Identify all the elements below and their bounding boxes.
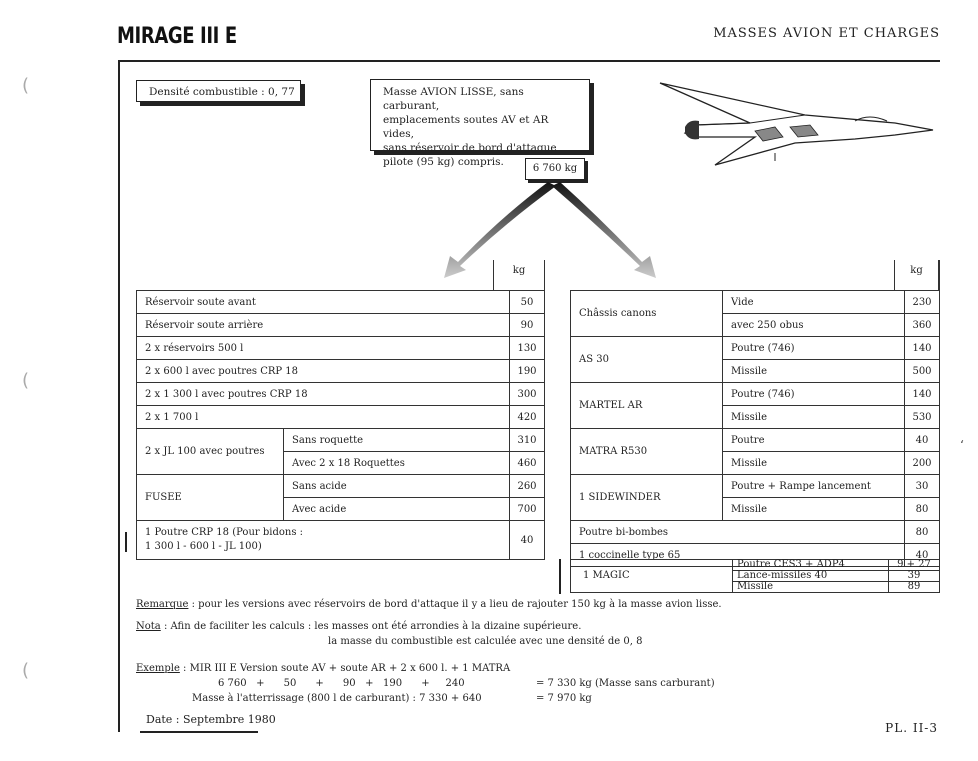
- poutre-line: 1 300 l - 600 l - JL 100): [145, 541, 262, 552]
- margin-mark: (: [22, 370, 30, 391]
- remarque-text: : pour les versions avec réservoirs de bord d'attaque il y a lieu de rajouter 150 kg à la masse avion lisse.: [188, 599, 722, 610]
- date-underline: [140, 731, 258, 733]
- load-label: 2 x 1 700 l: [137, 406, 510, 429]
- load-option-label: Sans roquette: [284, 429, 510, 452]
- table-row: [137, 314, 545, 337]
- load-kg: 310: [510, 429, 545, 452]
- table-row: [571, 383, 940, 406]
- table-row: [137, 383, 545, 406]
- weapon-kg: 40: [905, 429, 940, 452]
- margin-bar: [125, 532, 127, 552]
- table-row: [571, 337, 940, 360]
- load-label: [137, 521, 510, 560]
- load-label: 2 x 1 300 l avec poutres CRP 18: [137, 383, 510, 406]
- weapon-option-label: Missile: [723, 406, 905, 429]
- poutre-line: 1 Poutre CRP 18 (Pour bidons :: [145, 527, 303, 538]
- weapon-kg: 80: [905, 521, 940, 544]
- weapon-kg: 140: [905, 337, 940, 360]
- page-title: MIRAGE III E: [117, 24, 237, 49]
- fuel-density-box: Densité combustible : 0, 77: [136, 80, 301, 102]
- weapon-kg: 140: [905, 383, 940, 406]
- load-kg: 700: [510, 498, 545, 521]
- table-row: [137, 406, 545, 429]
- load-label: 2 x 600 l avec poutres CRP 18: [137, 360, 510, 383]
- weapon-option-label: Poutre: [723, 429, 905, 452]
- weapon-group-label: MATRA R530: [571, 429, 723, 475]
- exemple-note: [136, 662, 510, 676]
- landing-mass-calculation: Masse à l'atterrissage (800 l de carburant) : 7 330 + 640: [192, 693, 482, 704]
- left-kg-column-header: kg: [493, 260, 545, 290]
- weapon-option-label: Vide: [723, 291, 905, 314]
- mass-box-line: emplacements soutes AV et AR vides,: [383, 114, 549, 140]
- mass-box-line: Masse AVION LISSE, sans carburant,: [383, 86, 524, 112]
- weapon-option-label: Poutre CES3 + ADP4: [733, 560, 889, 571]
- weapon-group-label: AS 30: [571, 337, 723, 383]
- load-label: Réservoir soute avant: [137, 291, 510, 314]
- table-row: [571, 291, 940, 314]
- load-kg: 300: [510, 383, 545, 406]
- table-row: [571, 429, 940, 452]
- right-kg-column-header: kg: [894, 260, 940, 290]
- weapon-option-label: Missile: [723, 452, 905, 475]
- table-row: [137, 337, 545, 360]
- margin-mark: (: [22, 660, 30, 681]
- plate-number: PL. II-3: [885, 721, 938, 735]
- mirage-aircraft-illustration: [655, 75, 940, 175]
- weapon-option-label: Poutre + Rampe lancement: [723, 475, 905, 498]
- exemple-label: Exemple: [136, 663, 180, 674]
- weapon-kg: 80: [905, 498, 940, 521]
- table-row: [571, 560, 940, 571]
- table-row: [137, 291, 545, 314]
- landing-mass-result: = 7 970 kg: [536, 693, 592, 704]
- document-date: Date : Septembre 1980: [146, 713, 276, 726]
- remarque-label: Remarque: [136, 599, 189, 610]
- exemple-calculation: 6 760 + 50 + 90 + 190 + 240: [218, 678, 465, 689]
- table-row: [137, 429, 545, 452]
- clean-aircraft-mass-box: [370, 79, 590, 168]
- right-loads-table: [570, 290, 940, 567]
- mass-box-line: sans réservoir de bord d'attaque,: [383, 142, 560, 154]
- table-row: [137, 521, 545, 560]
- load-option-label: Sans acide: [284, 475, 510, 498]
- weapon-option-label: Poutre (746): [723, 383, 905, 406]
- load-kg: 420: [510, 406, 545, 429]
- weapon-option-label: Missile: [723, 360, 905, 383]
- load-kg: 130: [510, 337, 545, 360]
- margin-bar: [559, 559, 561, 594]
- weapon-kg: 9 + 27: [889, 560, 940, 571]
- nota-note: [136, 620, 581, 634]
- weapon-label: Poutre bi-bombes: [571, 521, 905, 544]
- weapon-kg: 530: [905, 406, 940, 429]
- load-label: Réservoir soute arrière: [137, 314, 510, 337]
- load-option-label: Avec 2 x 18 Roquettes: [284, 452, 510, 475]
- page-subtitle: MASSES AVION ET CHARGES: [713, 26, 940, 41]
- table-row: [137, 360, 545, 383]
- split-arrows-icon: [420, 178, 680, 288]
- weapon-option-label: Lance-missiles 40: [733, 571, 889, 582]
- weapon-group-label: 1 SIDEWINDER: [571, 475, 723, 521]
- nota-line-2: la masse du combustible est calculée avec une densité de 0, 8: [328, 636, 643, 647]
- nota-label: Nota: [136, 621, 161, 632]
- load-kg: 460: [510, 452, 545, 475]
- weapon-option-label: Poutre (746): [723, 337, 905, 360]
- weapon-kg: 200: [905, 452, 940, 475]
- weapon-group-label: 1 MAGIC: [571, 560, 733, 593]
- load-kg: 90: [510, 314, 545, 337]
- magic-loads-table: [570, 559, 940, 593]
- load-label: 2 x réservoirs 500 l: [137, 337, 510, 360]
- load-kg: 50: [510, 291, 545, 314]
- table-row: [571, 521, 940, 544]
- weapon-group-label: Châssis canons: [571, 291, 723, 337]
- load-group-label: FUSEE: [137, 475, 284, 521]
- load-kg: 260: [510, 475, 545, 498]
- weapon-option-label: Missile: [723, 498, 905, 521]
- nota-text: : Afin de faciliter les calculs : les masses ont été arrondies à la dizaine supérieure.: [160, 621, 582, 632]
- left-loads-table: [136, 290, 545, 560]
- margin-speck: ʻ: [960, 438, 964, 452]
- table-row: [571, 475, 940, 498]
- weapon-kg: 39: [889, 571, 940, 582]
- load-kg: 40: [510, 521, 545, 560]
- weapon-kg: 230: [905, 291, 940, 314]
- load-kg: 190: [510, 360, 545, 383]
- load-option-label: Avec acide: [284, 498, 510, 521]
- clean-aircraft-mass-value: 6 760 kg: [525, 158, 585, 180]
- exemple-text: : MIR III E Version soute AV + soute AR + 2 x 600 l. + 1 MATRA: [179, 663, 511, 674]
- weapon-group-label: MARTEL AR: [571, 383, 723, 429]
- table-row: [137, 475, 545, 498]
- weapon-kg: 40: [905, 544, 940, 567]
- weapon-option-label: Missile: [733, 582, 889, 593]
- weapon-kg: 89: [889, 582, 940, 593]
- exemple-result: = 7 330 kg (Masse sans carburant): [536, 678, 715, 689]
- weapon-kg: 500: [905, 360, 940, 383]
- mass-box-line: pilote (95 kg) compris.: [383, 156, 504, 168]
- remarque-note: [136, 598, 722, 612]
- weapon-label: 1 coccinelle type 65: [571, 544, 905, 567]
- margin-mark: (: [22, 75, 30, 96]
- weapon-kg: 30: [905, 475, 940, 498]
- weapon-kg: 360: [905, 314, 940, 337]
- load-group-label: 2 x JL 100 avec poutres: [137, 429, 284, 475]
- weapon-option-label: avec 250 obus: [723, 314, 905, 337]
